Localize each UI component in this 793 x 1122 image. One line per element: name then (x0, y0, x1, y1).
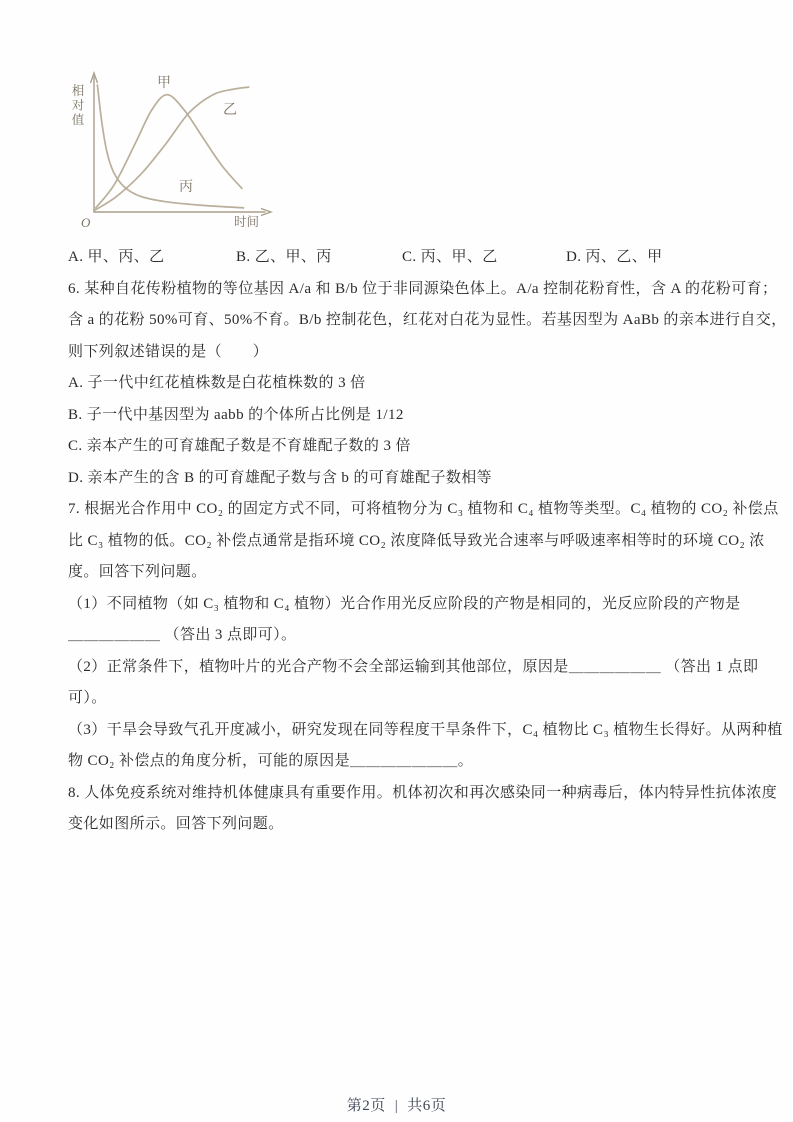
page-footer (0, 1094, 793, 1115)
curve-chart-svg (64, 60, 294, 242)
curve-bing (97, 85, 243, 208)
relative-value-time-figure (64, 60, 294, 242)
question-7-sub2-line: 可）。 (68, 690, 107, 706)
curve-label-yi: 乙 (223, 103, 237, 118)
question-6-option-b: B. 子一代中基因型为 aabb 的个体所占比例是 1/12 (68, 406, 404, 423)
y-axis-label: 相对值 (70, 84, 84, 128)
question-6-stem-line: 6. 某种自花传粉植物的等位基因 A/a 和 B/b 位于非同源染色体上。A/a 控制花粉育性，含 A 的花粉可育； (68, 280, 778, 297)
question-6-option-a: A. 子一代中红花植株数是白花植株数的 3 倍 (68, 375, 366, 391)
exam-text-block (68, 242, 787, 841)
question-7-sub1-line: （1）不同植物（如 C₃ 植物和 C₄ 植物）光合作用光反应阶段的产物是相同的，光反应阶段的产物是 (68, 595, 741, 612)
question-7-stem-line: 7. 根据光合作用中 CO₂ 的固定方式不同，可将植物分为 C₃ 植物和 C₄ 植物等类型。C₄ 植物的 CO₂ 补偿点 (68, 501, 779, 517)
prev-option-b: B. 乙、甲、丙 (236, 249, 332, 265)
prev-option-d: D. 丙、乙、甲 (566, 249, 663, 265)
x-axis-label: 时间 (234, 215, 260, 229)
question-6-stem-line: 则下列叙述错误的是（ ） (68, 343, 269, 360)
curve-jia (96, 95, 242, 208)
origin-label: O (81, 215, 91, 230)
question-6 (68, 274, 787, 495)
question-7-sub2-line: （2）正常条件下，植物叶片的光合产物不会全部运输到其他部位，原因是＿＿＿＿＿＿ （答出 1 点即 (68, 658, 759, 675)
question-7-stem-line: 度。回答下列问题。 (68, 564, 207, 580)
question-7-sub1-blank-line: ＿＿＿＿＿＿ （答出 3 点即可）。 (68, 627, 297, 643)
question-8-stem-line: 变化如图所示。回答下列问题。 (68, 816, 284, 832)
prev-question-options-row (68, 242, 740, 274)
prev-option-a: A. 甲、丙、乙 (68, 249, 165, 265)
curve-label-bing: 丙 (179, 180, 193, 195)
curve-label-jia: 甲 (157, 76, 171, 91)
current-page-label: 第2页 (346, 1098, 386, 1114)
question-8 (68, 778, 778, 841)
question-6-stem-line: 含 a 的花粉 50%可育、50%不育。B/b 控制花色，红花对白花为显性。若基因型为 AaBb 的亲本进行自交， (68, 312, 787, 328)
question-7-sub3-line: 物 CO₂ 补偿点的角度分析，可能的原因是＿＿＿＿＿＿＿。 (68, 753, 474, 769)
question-7-sub3-line: （3）干旱会导致气孔开度减小，研究发现在同等程度干旱条件下，C₄ 植物比 C₃ 植物生长得好。从两种植 (68, 721, 783, 738)
prev-option-c: C. 丙、甲、乙 (402, 249, 498, 265)
question-7 (68, 494, 783, 778)
question-8-stem-line: 8. 人体免疫系统对维持机体健康具有重要作用。机体初次和再次感染同一种病毒后，体内特异性抗体浓度 (68, 784, 778, 801)
question-6-option-c: C. 亲本产生的可育雄配子数是不育雄配子数的 3 倍 (68, 438, 411, 454)
question-6-option-d: D. 亲本产生的含 B 的可育雄配子数与含 b 的可育雄配子数相等 (68, 469, 493, 486)
total-pages-label: 共6页 (407, 1098, 447, 1114)
question-7-stem-line: 比 C₃ 植物的低。CO₂ 补偿点通常是指环境 CO₂ 浓度降低导致光合速率与呼吸速率相等时的环境 CO₂ 浓 (68, 532, 765, 549)
footer-divider: | (394, 1098, 399, 1114)
